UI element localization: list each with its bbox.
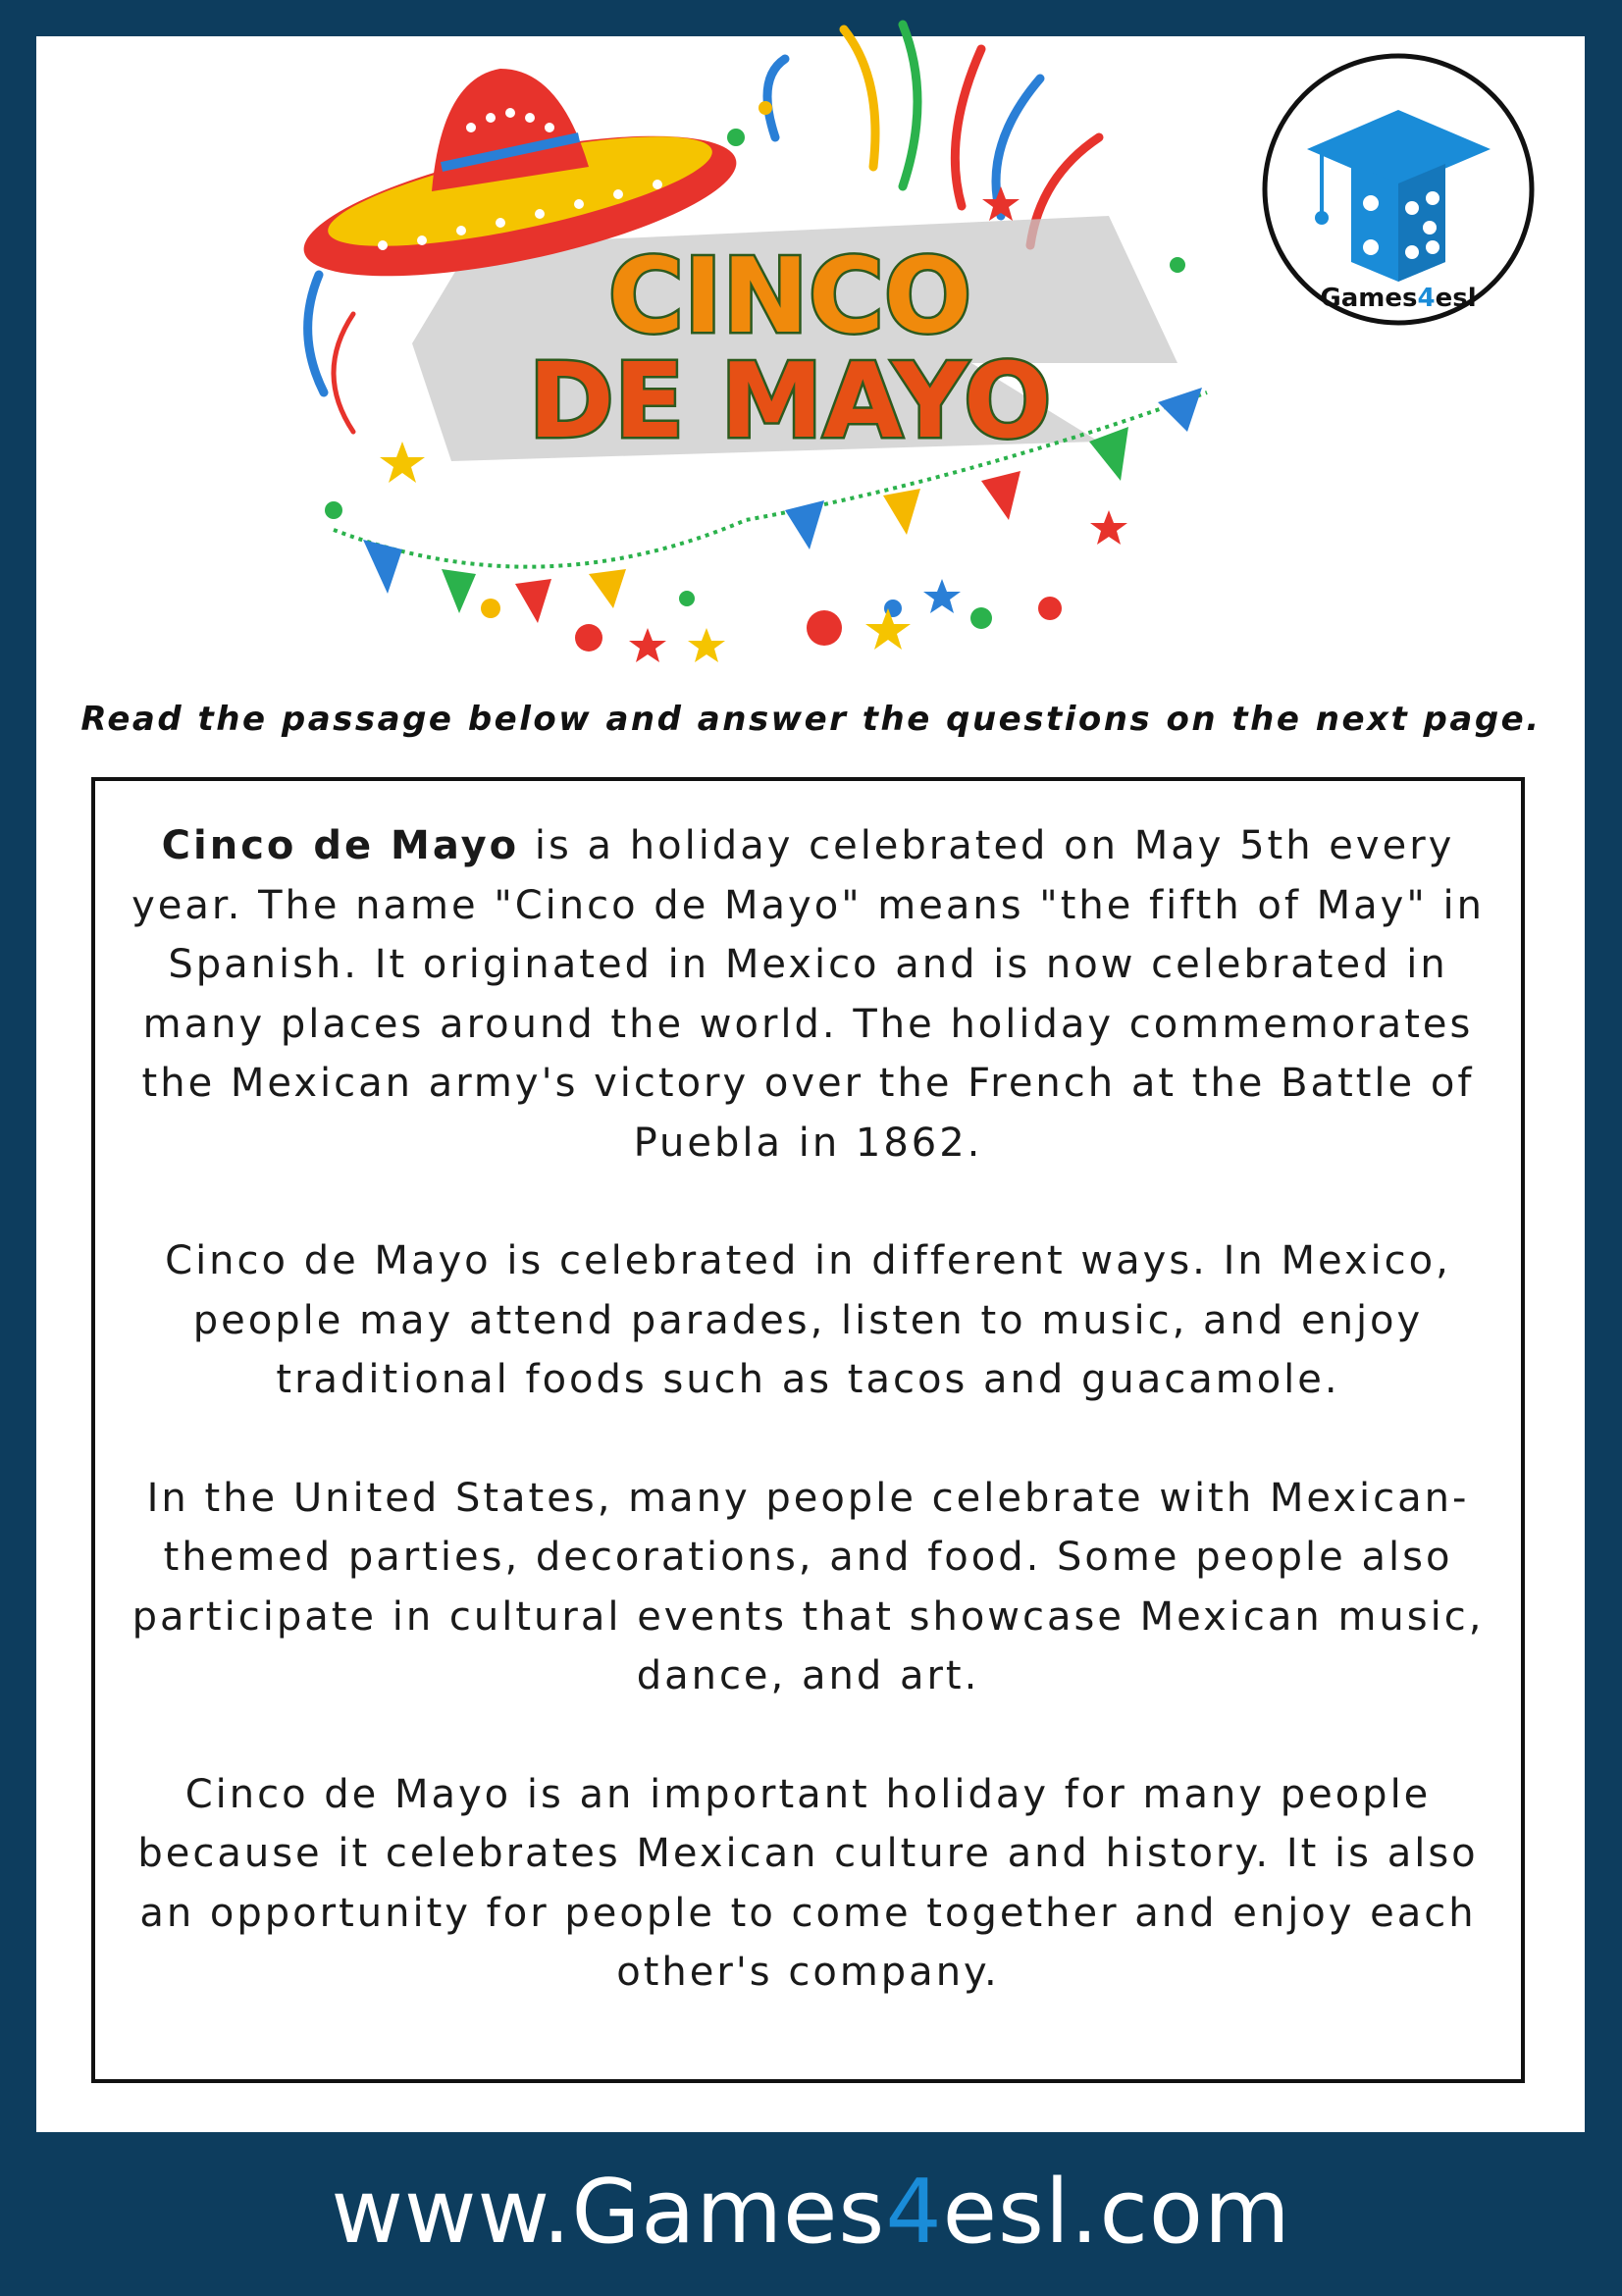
logo-brand-text: Games4esl <box>1320 284 1477 313</box>
passage-paragraph-1-text: is a holiday celebrated on May 5th every year. The name "Cinco de Mayo" means "the fifth of May" in Spanish. It originated in Mexico and is now celebrated in many places around the world. The holiday commemorates the Mexican army's victory over the French at the Battle of Puebla in 1862. <box>131 823 1485 1166</box>
reading-passage <box>95 816 1521 2003</box>
passage-paragraph-4: Cinco de Mayo is an important holiday for many people because it celebrates Mexican culture and history. It is also an opportunity for people to come together and enjoy each other's company. <box>137 1771 1479 1995</box>
passage-paragraph-1 <box>95 816 1521 1173</box>
footer-url-prefix: www.Games <box>331 2161 886 2264</box>
reading-passage-box <box>91 777 1525 2083</box>
footer-url-digit: 4 <box>885 2161 943 2264</box>
passage-paragraph-3: In the United States, many people celebrate with Mexican-themed parties, decorations, and food. Some people also participate in cultural events that showcase Mexican music, dance, and art. <box>131 1475 1485 1698</box>
footer-website-url <box>0 2161 1622 2264</box>
banner-title-line2: DE MAYO <box>528 341 1052 461</box>
passage-paragraph-2: Cinco de Mayo is celebrated in different ways. In Mexico, people may attend parades, listen to music, and enjoy traditional foods such as tacos and guacamole. <box>165 1238 1451 1402</box>
cinco-de-mayo-banner <box>294 20 1266 677</box>
games4esl-logo <box>1233 41 1563 338</box>
banner-title-line1: CINCO <box>607 236 972 356</box>
instruction-text: Read the passage below and answer the questions on the next page. <box>80 700 1542 739</box>
footer-url-suffix: esl.com <box>942 2161 1291 2264</box>
passage-keyword: Cinco de Mayo <box>161 823 520 868</box>
